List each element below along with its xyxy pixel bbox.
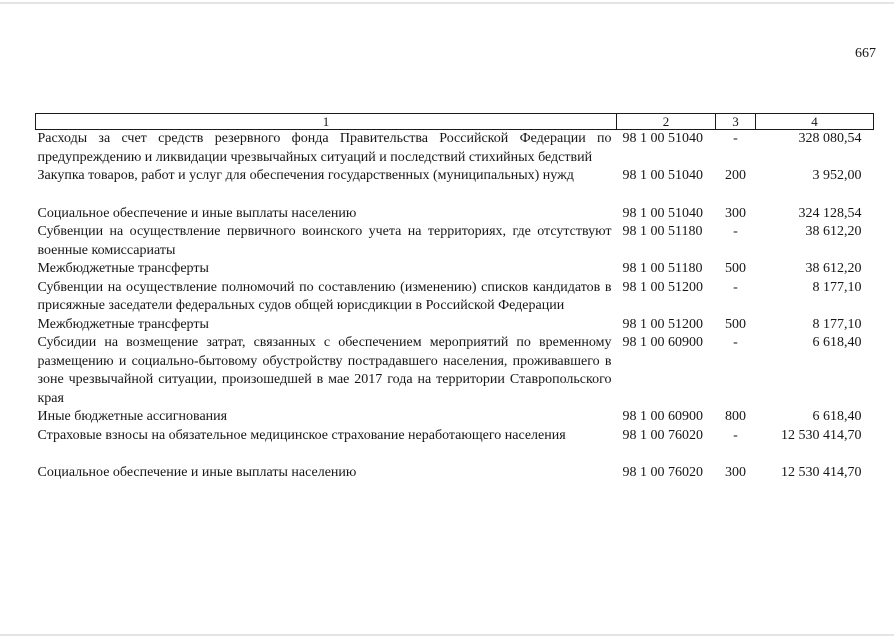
row-name: Закупка товаров, работ и услуг для обеспечения государственных (муниципальных) нужд — [37, 168, 574, 183]
row-name: Межбюджетные трансферты — [37, 316, 209, 332]
scan-bottom-edge — [0, 634, 894, 636]
row-name: Субвенции на осуществление первичного воинского учета на территориях, где отсутствуют военные комиссариаты — [37, 224, 612, 258]
table-row — [36, 408, 874, 427]
row-type: 800 — [725, 409, 746, 424]
row-type: - — [733, 427, 738, 443]
budget-table — [35, 113, 874, 483]
row-code: 98 1 00 51200 — [622, 279, 703, 295]
row-name: Расходы за счет средств резервного фонда Правительства Российской Федерации по предупреждению и ликвидации чрезвычайных ситуаций и последствий стихийных бедствий — [37, 131, 612, 165]
row-sum: 12 530 414,70 — [781, 465, 862, 480]
table-row — [36, 334, 874, 408]
row-code: 98 1 00 60900 — [622, 335, 703, 350]
row-sum: 3 952,00 — [812, 168, 862, 183]
row-code: 98 1 00 60900 — [622, 409, 703, 424]
page-number: 667 — [855, 46, 876, 61]
row-type: 200 — [725, 168, 746, 183]
table-row — [36, 316, 874, 335]
table-row — [36, 130, 874, 168]
row-name: Страховые взносы на обязательное медицинское страхование неработающего населения — [37, 427, 566, 443]
row-name: Межбюджетные трансферты — [37, 261, 209, 276]
row-name: Социальное обеспечение и иные выплаты населению — [37, 205, 357, 221]
table-row — [36, 464, 874, 483]
header-col-name: 1 — [36, 114, 617, 130]
row-type: 500 — [725, 316, 746, 332]
row-code: 98 1 00 51180 — [622, 224, 703, 239]
row-type: - — [733, 279, 738, 295]
row-sum: 38 612,20 — [805, 261, 862, 276]
scan-top-edge — [0, 2, 894, 4]
row-sum: 8 177,10 — [812, 279, 862, 295]
table-row — [36, 427, 874, 465]
row-type: - — [733, 335, 738, 350]
row-code: 98 1 00 51180 — [622, 261, 703, 276]
row-code: 98 1 00 51040 — [622, 131, 703, 146]
row-sum: 324 128,54 — [798, 205, 862, 221]
row-type: - — [733, 131, 738, 146]
row-name: Социальное обеспечение и иные выплаты населению — [37, 465, 357, 480]
table-row — [36, 167, 874, 205]
row-sum: 12 530 414,70 — [781, 427, 862, 443]
row-sum: 6 618,40 — [812, 409, 862, 424]
row-type: 500 — [725, 261, 746, 276]
row-sum: 38 612,20 — [805, 224, 862, 239]
header-col-code: 2 — [617, 114, 716, 130]
row-sum: 6 618,40 — [812, 335, 862, 350]
row-type: 300 — [725, 465, 746, 480]
row-code: 98 1 00 51040 — [622, 205, 703, 221]
header-col-type: 3 — [716, 114, 756, 130]
row-name: Субсидии на возмещение затрат, связанных с обеспечением мероприятий по временному размещению и социально-бытовому обустройству пострадавшего населения, проживавшего в зоне чрезвычайной ситуации, произошедшей в мае 2017 года на территории Ставропольского края — [37, 335, 612, 406]
table-row — [36, 260, 874, 279]
row-type: - — [733, 224, 738, 239]
row-name: Субвенции на осуществление полномочий по составлению (изменению) списков кандидатов в присяжные заседатели федеральных судов общей юрисдикции в Российской Федерации — [37, 279, 612, 313]
row-code: 98 1 00 76020 — [622, 465, 703, 480]
table-row — [36, 223, 874, 260]
row-code: 98 1 00 51040 — [622, 168, 703, 183]
row-type: 300 — [725, 205, 746, 221]
table-row — [36, 205, 874, 224]
row-code: 98 1 00 76020 — [622, 427, 703, 443]
header-row — [36, 114, 874, 130]
header-col-sum: 4 — [756, 114, 874, 130]
row-sum: 8 177,10 — [812, 316, 862, 332]
row-code: 98 1 00 51200 — [622, 316, 703, 332]
row-name: Иные бюджетные ассигнования — [37, 409, 228, 424]
row-sum: 328 080,54 — [798, 131, 862, 146]
table-row — [36, 279, 874, 316]
